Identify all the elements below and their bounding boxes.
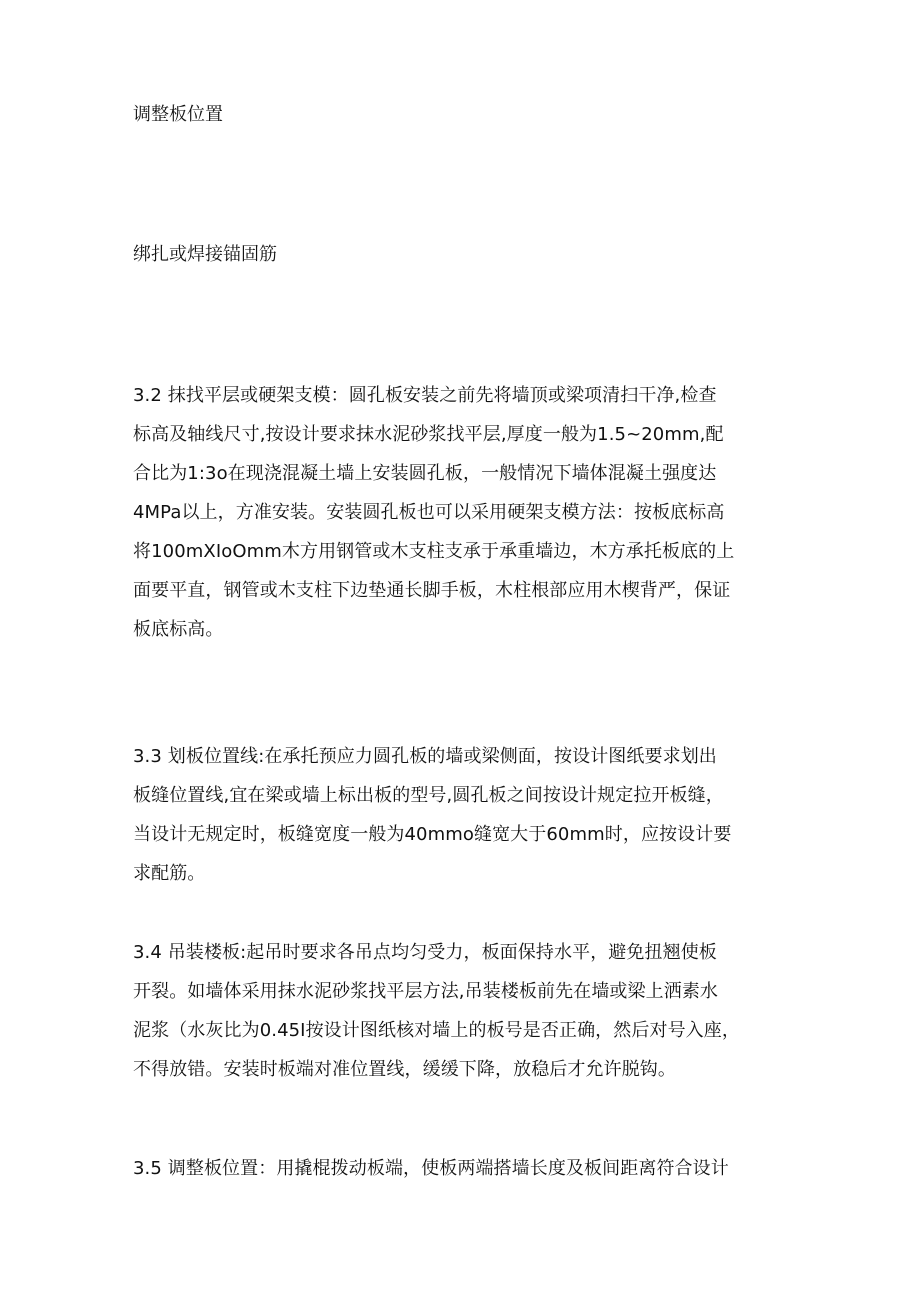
paragraph-line: 3.5 调整板位置：用撬棍拨动板端，使板两端搭墙长度及板间距离符合设计 [133,1158,729,1179]
paragraph-line: 3.4 吊装楼板:起吊时要求各吊点均匀受力，板面保持水平，避免扭翘使板 [133,942,717,963]
paragraph-line: 4MPa以上，方准安装。安装圆孔板也可以采用硬架支模方法：按板底标高 [133,502,725,523]
paragraph-3-2 [133,384,813,657]
paragraph-line: 求配筋。 [133,863,206,884]
paragraph-line: 开裂。如墙体采用抹水泥砂浆找平层方法,吊装楼板前先在墙或梁上洒素水 [133,981,719,1002]
paragraph-line: 泥浆（水灰比为0.45I按设计图纸核对墙上的板号是否正确，然后对号入座， [133,1020,740,1041]
paragraph-line: 当设计无规定时，板缝宽度一般为40mmo缝宽大于60mm时，应按设计要 [133,824,732,845]
paragraph-line: 面要平直，钢管或木支柱下边垫通长脚手板，木柱根部应用木楔背严，保证 [133,580,731,601]
paragraph-3-4 [133,941,813,1097]
paragraph-line: 标高及轴线尺寸,按设计要求抹水泥砂浆找平层,厚度一般为1.5~20mm,配 [133,424,724,445]
paragraph-line: 不得放错。安装时板端对准位置线，缓缓下降，放稳后才允许脱钩。 [133,1059,676,1080]
heading-adjust-slab-position: 调整板位置 [133,104,223,125]
paragraph-line: 将100mXIoOmm木方用钢管或木支柱支承于承重墙边，木方承托板底的上 [133,541,735,562]
paragraph-line: 板底标高。 [133,619,224,640]
paragraph-3-5 [133,1157,813,1196]
paragraph-line: 板缝位置线,宜在梁或墙上标出板的型号,圆孔板之间按设计规定拉开板缝， [133,785,724,806]
paragraph-line: 3.2 抹找平层或硬架支模：圆孔板安装之前先将墙顶或梁项清扫干净,检查 [133,385,717,406]
paragraph-line: 3.3 划板位置线:在承托预应力圆孔板的墙或梁侧面，按设计图纸要求划出 [133,746,717,767]
paragraph-line: 合比为1:3o在现浇混凝土墙上安装圆孔板，一般情况下墙体混凝土强度达 [133,463,717,484]
heading-anchor-bars: 绑扎或焊接锚固筋 [133,244,277,265]
paragraph-3-3 [133,745,813,901]
